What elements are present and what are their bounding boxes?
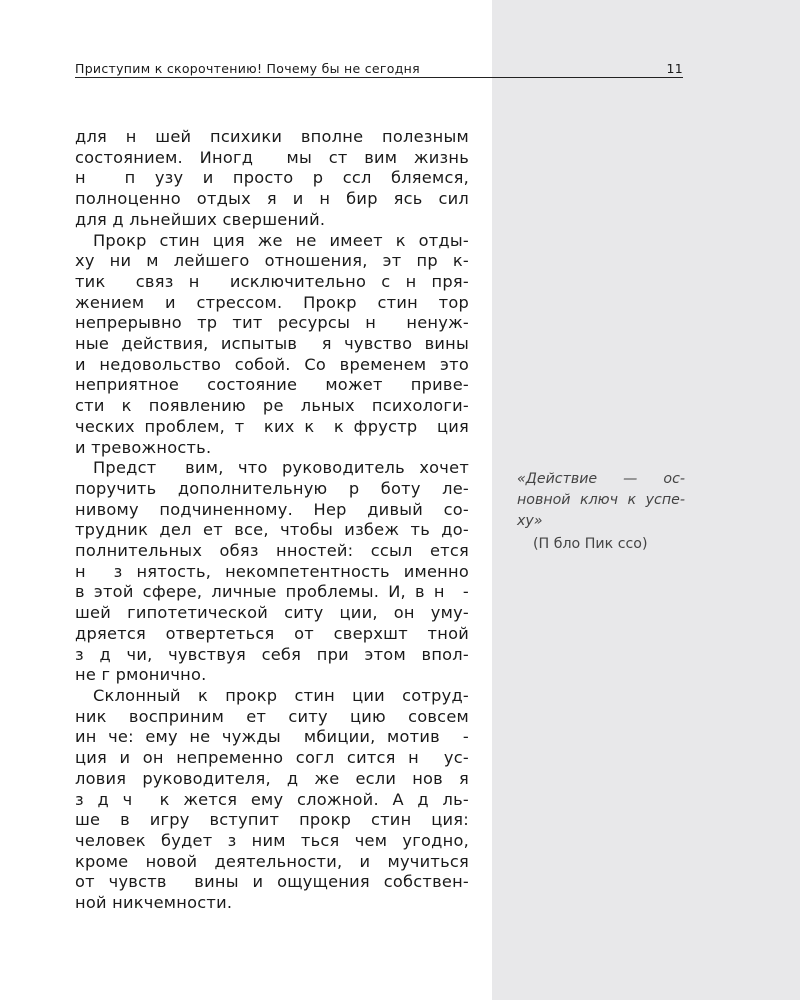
text-line: ция и он непременно согл сится н ус- bbox=[75, 748, 469, 768]
text-line: в этой сфере, личные проблемы. И, в н - bbox=[75, 582, 469, 602]
text-line: непрерывно тр тит ресурсы н ненуж- bbox=[75, 313, 469, 333]
text-line: шей гипотетической ситу ции, он уму- bbox=[75, 603, 469, 623]
text-line: жением и стрессом. Прокр стин тор bbox=[75, 292, 469, 312]
running-header bbox=[75, 61, 683, 78]
text-line: от чувств вины и ощущения собствен- bbox=[75, 872, 469, 892]
text-line: полнительных обяз нностей: ссыл ется bbox=[75, 541, 469, 561]
text-line: для н шей психики вполне полезным bbox=[75, 127, 469, 146]
text-line: ные действия, испытыв я чувство вины bbox=[75, 334, 469, 354]
text-line: Склонный к прокр стин ции сотруд- bbox=[93, 685, 469, 705]
text-line: ческих проблем, т ких к к фрустр ция bbox=[75, 416, 469, 436]
text-line: поручить дополнительную р боту ле- bbox=[75, 478, 469, 498]
page-number: 11 bbox=[666, 61, 683, 76]
quote-line: новной ключ к успе- bbox=[517, 492, 685, 508]
running-header-title: Приступим к скорочтению! Почему бы не сегодня bbox=[75, 61, 420, 76]
text-line: ин че: ему не чужды мбиции, мотив - bbox=[75, 727, 469, 747]
text-line: тик связ н исключительно с н пря- bbox=[75, 271, 469, 291]
text-line: ловия руководителя, д же если нов я bbox=[75, 768, 469, 788]
text-line: ник восприним ет ситу цию совсем bbox=[75, 706, 469, 726]
text-line: и недовольство собой. Со временем это bbox=[75, 354, 469, 374]
text-line: Прокр стин ция же не имеет к отды- bbox=[93, 230, 469, 250]
text-line: сти к появлению ре льных психологи- bbox=[75, 396, 469, 416]
text-line: не г рмонично. bbox=[75, 665, 207, 685]
text-line: трудник дел ет все, чтобы избеж ть до- bbox=[75, 520, 469, 540]
text-line: для д льнейших свершений. bbox=[75, 209, 326, 229]
text-line: дряется отвертеться от сверхшт тной bbox=[75, 623, 469, 643]
text-line: ху ни м лейшего отношения, эт пр к- bbox=[75, 251, 469, 271]
text-line: полноценно отдых я и н бир ясь сил bbox=[75, 189, 469, 209]
text-line: ной никчемности. bbox=[75, 893, 233, 913]
text-line: з д ч к жется ему сложной. А д ль- bbox=[75, 789, 469, 809]
text-line: ше в игру вступит прокр стин ция: bbox=[75, 810, 469, 830]
quote-line: ху» bbox=[517, 513, 543, 529]
sidebar-quote bbox=[517, 469, 685, 532]
text-line: н п узу и просто р ссл бляемся, bbox=[75, 168, 469, 188]
text-line: Предст вим, что руководитель хочет bbox=[93, 458, 469, 478]
quote-author: (П бло Пик ссо) bbox=[533, 536, 648, 552]
quote-line: «Действие — ос- bbox=[517, 471, 685, 487]
text-line: з д чи, чувствуя себя при этом впол- bbox=[75, 644, 469, 664]
text-line: кроме новой деятельности, и мучиться bbox=[75, 851, 469, 871]
text-line: и тревожность. bbox=[75, 437, 212, 457]
text-line: человек будет з ним ться чем угодно, bbox=[75, 830, 469, 850]
text-line: неприятное состояние может приве- bbox=[75, 375, 469, 395]
text-line: нивому подчиненному. Нер дивый со- bbox=[75, 499, 469, 519]
body-text bbox=[75, 127, 469, 914]
text-line: состоянием. Иногд мы ст вим жизнь bbox=[75, 147, 469, 167]
text-line: н з нятость, некомпетентность именно bbox=[75, 561, 469, 581]
